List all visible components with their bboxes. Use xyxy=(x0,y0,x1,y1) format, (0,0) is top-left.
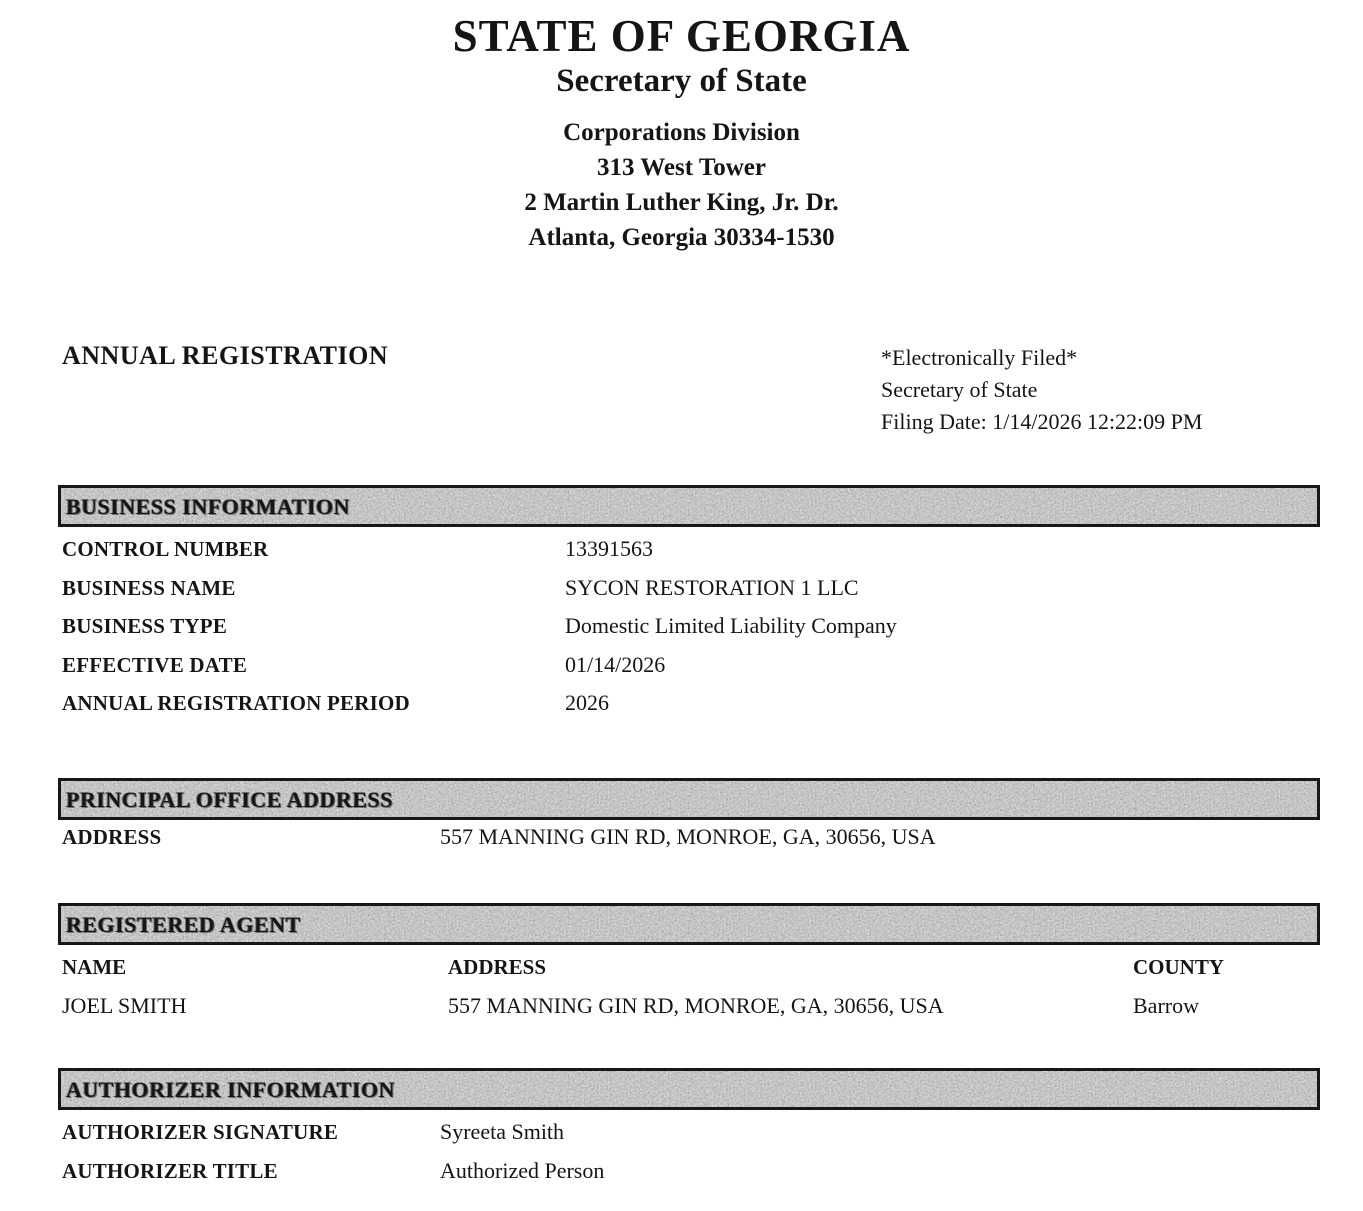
filing-stamp-block xyxy=(881,342,1202,438)
section-business-information xyxy=(58,485,1320,729)
business-information-rows xyxy=(58,536,1320,729)
authorizer-title-label: AUTHORIZER TITLE xyxy=(62,1158,278,1183)
business-information-title: BUSINESS INFORMATION xyxy=(66,494,351,519)
section-authorizer-information xyxy=(58,1068,1320,1196)
address-line-2: 2 Martin Luther King, Jr. Dr. xyxy=(524,189,839,216)
state-title: STATE OF GEORGIA xyxy=(452,11,911,61)
row-control-number xyxy=(62,536,1320,575)
agent-address-value: 557 MANNING GIN RD, MONROE, GA, 30656, USA xyxy=(448,992,944,1018)
authorizer-information-header-bar xyxy=(58,1068,1320,1110)
address-line-1: 313 West Tower xyxy=(597,154,766,181)
authorizer-title-value: Authorized Person xyxy=(440,1157,605,1183)
filing-date-line: Filing Date: 1/14/2026 12:22:09 PM xyxy=(881,409,1203,434)
row-business-type xyxy=(62,613,1320,652)
principal-office-address-rows xyxy=(58,824,1320,863)
registered-agent-data-row xyxy=(62,993,1320,1032)
agent-name-column-header: NAME xyxy=(62,955,127,979)
principal-office-address-title: PRINCIPAL OFFICE ADDRESS xyxy=(66,787,393,812)
business-name-label: BUSINESS NAME xyxy=(62,575,236,600)
document-type-title: ANNUAL REGISTRATION xyxy=(62,341,389,370)
effective-date-label: EFFECTIVE DATE xyxy=(62,652,248,677)
business-type-label: BUSINESS TYPE xyxy=(62,614,228,638)
business-name-value: SYCON RESTORATION 1 LLC xyxy=(565,574,859,600)
row-annual-registration-period xyxy=(62,690,1320,729)
principal-office-address-header-bar xyxy=(58,778,1320,820)
row-business-name xyxy=(62,575,1320,614)
row-principal-address xyxy=(62,824,1320,863)
letterhead-address-block xyxy=(0,115,1363,255)
agent-county-column-header: COUNTY xyxy=(1133,955,1225,979)
authorizer-information-title: AUTHORIZER INFORMATION xyxy=(66,1077,396,1102)
electronically-filed-line: *Electronically Filed* xyxy=(881,345,1078,370)
registered-agent-header-row xyxy=(62,954,1320,993)
principal-address-label: ADDRESS xyxy=(62,825,162,849)
row-authorizer-signature xyxy=(62,1119,1320,1158)
filing-office-line: Secretary of State xyxy=(881,377,1038,402)
agent-county-value: Barrow xyxy=(1133,992,1199,1018)
business-type-value: Domestic Limited Liability Company xyxy=(565,613,897,638)
letterhead xyxy=(0,10,1363,255)
principal-address-value: 557 MANNING GIN RD, MONROE, GA, 30656, USA xyxy=(440,824,936,849)
registered-agent-table xyxy=(58,954,1320,1031)
section-registered-agent xyxy=(58,903,1320,1031)
control-number-label: CONTROL NUMBER xyxy=(62,537,269,561)
annual-registration-period-value: 2026 xyxy=(565,690,609,715)
division-line: Corporations Division xyxy=(563,119,800,146)
business-information-header-bar xyxy=(58,485,1320,527)
agent-name-value: JOEL SMITH xyxy=(62,992,187,1018)
agent-address-column-header: ADDRESS xyxy=(448,955,547,979)
registered-agent-title: REGISTERED AGENT xyxy=(66,912,301,937)
control-number-value: 13391563 xyxy=(565,536,653,561)
effective-date-value: 01/14/2026 xyxy=(565,651,666,677)
secretary-of-state-subtitle: Secretary of State xyxy=(556,63,807,99)
registered-agent-header-bar xyxy=(58,903,1320,945)
section-principal-office-address xyxy=(58,778,1320,863)
authorizer-information-rows xyxy=(58,1119,1320,1196)
row-authorizer-title xyxy=(62,1158,1320,1197)
annual-registration-period-label: ANNUAL REGISTRATION PERIOD xyxy=(62,691,410,715)
authorizer-signature-label: AUTHORIZER SIGNATURE xyxy=(62,1120,339,1144)
authorizer-signature-value: Syreeta Smith xyxy=(440,1119,565,1144)
address-line-3: Atlanta, Georgia 30334-1530 xyxy=(528,224,835,251)
row-effective-date xyxy=(62,652,1320,691)
